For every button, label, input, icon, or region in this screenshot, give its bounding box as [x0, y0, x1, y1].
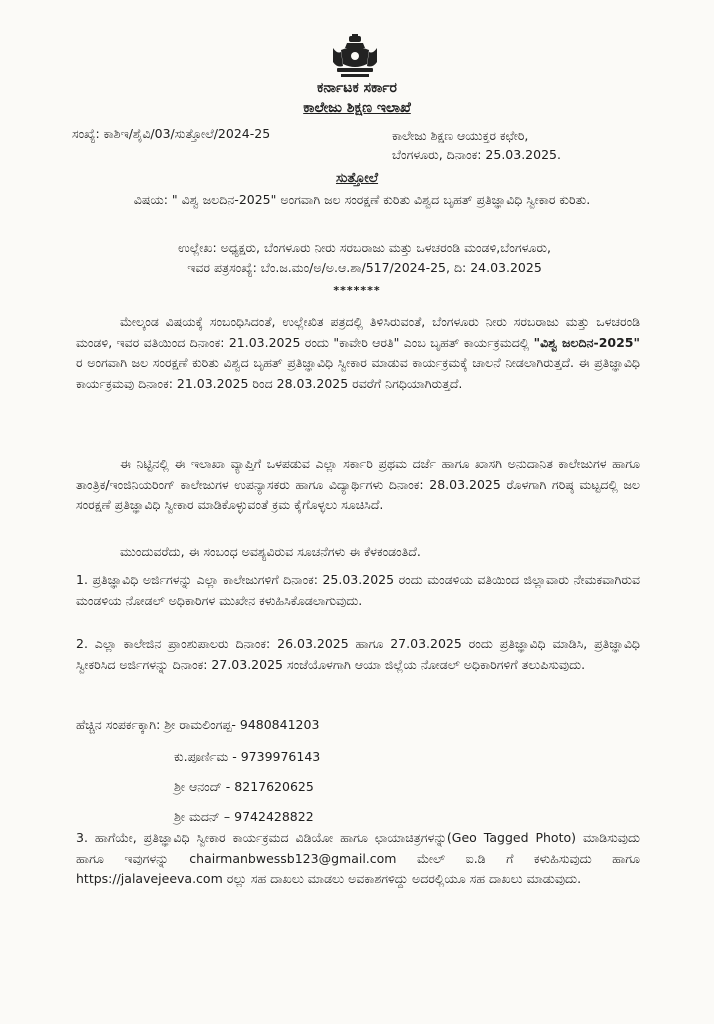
subject: ವಿಷಯ: " ವಿಶ್ವ ಜಲದಿನ-2025" ಅಂಗವಾಗಿ ಜಲ ಸಂರಕ್ಷಣೆ ಕುರಿತು ವಿಶ್ವದ ಬೃಹತ್ ಪ್ರತಿಜ್ಞಾವಿಧಿ ಸ್ವೀಕಾರ ಕುರಿತು.: [133, 192, 591, 207]
paragraph-3: ಮುಂದುವರೆದು, ಈ ಸಂಬಂಧ ಅವಶ್ಯವಿರುವ ಸೂಚನೆಗಳು ಈ ಕೆಳಕಂಡಂತಿದೆ.: [120, 544, 421, 559]
government-name: ಕರ್ನಾಟಕ ಸರ್ಕಾರ: [317, 80, 397, 96]
office-line-1: ಕಾಲೇಜು ಶಿಕ್ಷಣ ಆಯುಕ್ತರ ಕಛೇರಿ,: [392, 128, 529, 143]
point-1: 1. ಪ್ರತಿಜ್ಞಾವಿಧಿ ಅರ್ಜಿಗಳನ್ನು ಎಲ್ಲಾ ಕಾಲೇಜುಗಳಿಗೆ ದಿನಾಂಕ: 25.03.2025 ರಂದು ಮಂಡಳಿಯ ವತಿಯಿಂದ ಜಿಲ್ಲಾವಾರು ನೇಮಕವಾಗಿರುವ ಮಂಡಳಿಯ ನೋಡಲ್ ಅಧಿಕಾರಿಗಳ ಮುಖೇನ ಕಳುಹಿಸಿಕೊಡಲಾಗುವುದು.: [76, 572, 640, 608]
paragraph-1-part-2: ರ ಅಂಗವಾಗಿ ಜಲ ಸಂರಕ್ಷಣೆ ಕುರಿತು ವಿಶ್ವದ ಬೃಹತ್ ಪ್ರತಿಜ್ಞಾವಿಧಿ ಸ್ವೀಕಾರ ಮಾಡುವ ಕಾರ್ಯಕ್ರಮಕ್ಕೆ ಚಾಲನೆ ನೀಡಲಾಗಿರುತ್ತದೆ. ಈ ಪ್ರತಿಜ್ಞಾವಿಧಿ ಕಾರ್ಯಕ್ರಮವು ದಿನಾಂಕ: 21.03.2025 ರಿಂದ 28.03.2025 ರವರೆಗೆ ನಿಗಧಿಯಾಗಿರುತ್ತದೆ.: [76, 355, 640, 391]
separator: *******: [333, 284, 381, 297]
reference-line-2: ಇವರ ಪತ್ರಸಂಖ್ಯೆ: ಬೆಂ.ಜ.ಮಂ/ಅ/ಅ.ಆ.ಶಾ/517/2024-25, ದಿ: 24.03.2025: [187, 260, 542, 275]
point-2: 2. ಎಲ್ಲಾ ಕಾಲೇಜಿನ ಪ್ರಾಂಶುಪಾಲರು ದಿನಾಂಕ: 26.03.2025 ಹಾಗೂ 27.03.2025 ರಂದು ಪ್ರತಿಜ್ಞಾವಿಧಿ ಮಾಡಿಸಿ, ಪ್ರತಿಜ್ಞಾವಿಧಿ ಸ್ವೀಕರಿಸಿದ ಅರ್ಜಿಗಳನ್ನು ದಿನಾಂಕ: 27.03.2025 ಸಂಜೆಯೊಳಗಾಗಿ ಆಯಾ ಜಿಲ್ಲೆಯ ನೋಡಲ್ ಅಧಿಕಾರಿಗಳಿಗೆ ತಲುಪಿಸುವುದು.: [76, 636, 640, 672]
contact-ramalingappa: ಶ್ರೀ ರಾಮಲಿಂಗಪ್ಪ- 9480841203: [164, 717, 320, 732]
reference-number: ಸಂಖ್ಯೆ: ಕಾಶಿಇ/ಶೈವಿ/03/ಸುತ್ತೋಲೆ/2024-25: [72, 126, 271, 141]
paragraph-1-part-1: ಮೇಲ್ಕಂಡ ವಿಷಯಕ್ಕೆ ಸಂಬಂಧಿಸಿದಂತೆ, ಉಲ್ಲೇಖಿತ ಪತ್ರದಲ್ಲಿ ತಿಳಿಸಿರುವಂತೆ, ಬೆಂಗಳೂರು ನೀರು ಸರಬರಾಜು ಮತ್ತು ಒಳಚರಂಡಿ ಮಂಡಳಿ, ಇವರ ವತಿಯಿಂದ ದಿನಾಂಕ: 21.03.2025 ರಂದು "ಕಾವೇರಿ ಆರತಿ" ಎಂಬ ಬೃಹತ್ ಕಾರ್ಯಕ್ರಮದಲ್ಲಿ: [76, 314, 640, 350]
paragraph-1: [76, 312, 640, 394]
office-address: [392, 126, 561, 164]
point-3: 3. ಹಾಗೆಯೇ, ಪ್ರತಿಜ್ಞಾವಿಧಿ ಸ್ವೀಕಾರ ಕಾರ್ಯಕ್ರಮದ ವಿಡಿಯೋ ಹಾಗೂ ಛಾಯಾಚಿತ್ರಗಳನ್ನು(Geo Tagged Photo) ಮಾಡಿಸುವುದು ಹಾಗೂ ಇವುಗಳನ್ನು chairmanbwessb123@gmail.com ಮೇಲ್ ಐ.ಡಿ ಗೆ ಕಳುಹಿಸುವುದು ಹಾಗೂ https://jalavejeeva.com ರಲ್ಲು ಸಹ ದಾಖಲು ಮಾಡಲು ಅವಕಾಶಗಳಿದ್ದು ಅದರಲ್ಲಿಯೂ ಸಹ ದಾಖಲು ಮಾಡುವುದು.: [76, 830, 640, 886]
reference-line-1: ಉಲ್ಲೇಖ: ಅಧ್ಯಕ್ಷರು, ಬೆಂಗಳೂರು ನೀರು ಸರಬರಾಜು ಮತ್ತು ಒಳಚರಂಡಿ ಮಂಡಳಿ,ಬೆಂಗಳೂರು,: [178, 240, 551, 255]
contact-anand: ಶ್ರೀ ಆನಂದ್ - 8217620625: [174, 779, 314, 794]
contacts-label: ಹೆಚ್ಚಿನ ಸಂಪರ್ಕಕ್ಕಾಗಿ:: [76, 717, 165, 732]
circular-title: ಸುತ್ತೋಲೆ: [335, 170, 379, 186]
department-name: [0, 100, 714, 116]
department-name-text: ಕಾಲೇಜು ಶಿಕ್ಷಣ ಇಲಾಖೆ: [303, 100, 411, 116]
contact-madan: ಶ್ರೀ ಮದನ್ – 9742428822: [174, 809, 314, 824]
office-date: ಬೆಂಗಳೂರು, ದಿನಾಂಕ: 25.03.2025.: [392, 147, 561, 162]
contact-poornima: ಕು.ಪೂರ್ಣಿಮ - 9739976143: [174, 749, 321, 764]
reference: [92, 238, 637, 278]
contact-line-1: [76, 717, 319, 733]
karnataka-emblem-icon: [327, 34, 383, 82]
paragraph-2: ಈ ನಿಟ್ಟಿನಲ್ಲಿ ಈ ಇಲಾಖಾ ವ್ಯಾಪ್ತಿಗೆ ಒಳಪಡುವ ಎಲ್ಲಾ ಸರ್ಕಾರಿ ಪ್ರಥಮ ದರ್ಜೆ ಹಾಗೂ ಖಾಸಗಿ ಅನುದಾನಿತ ಕಾಲೇಜುಗಳ ಹಾಗೂ ತಾಂತ್ರಿಕ/ಇಂಜಿನಿಯರಿಂಗ್ ಕಾಲೇಜುಗಳ ಉಪನ್ಯಾಸಕರು ಹಾಗೂ ವಿದ್ಯಾರ್ಥಿಗಳು ದಿನಾಂಕ: 28.03.2025 ರೊಳಗಾಗಿ ಗರಿಷ್ಠ ಮಟ್ಟದಲ್ಲಿ ಜಲ ಸಂರಕ್ಷಣೆ ಪ್ರತಿಜ್ಞಾವಿಧಿ ಸ್ವೀಕಾರ ಮಾಡಿಕೊಳ್ಳುವಂತೆ ಕ್ರಮ ಕೈಗೊಳ್ಳಲು ಸೂಚಿಸಿದೆ.: [76, 456, 640, 512]
paragraph-1-bold: "ವಿಶ್ವ ಜಲದಿನ-2025": [533, 334, 641, 350]
